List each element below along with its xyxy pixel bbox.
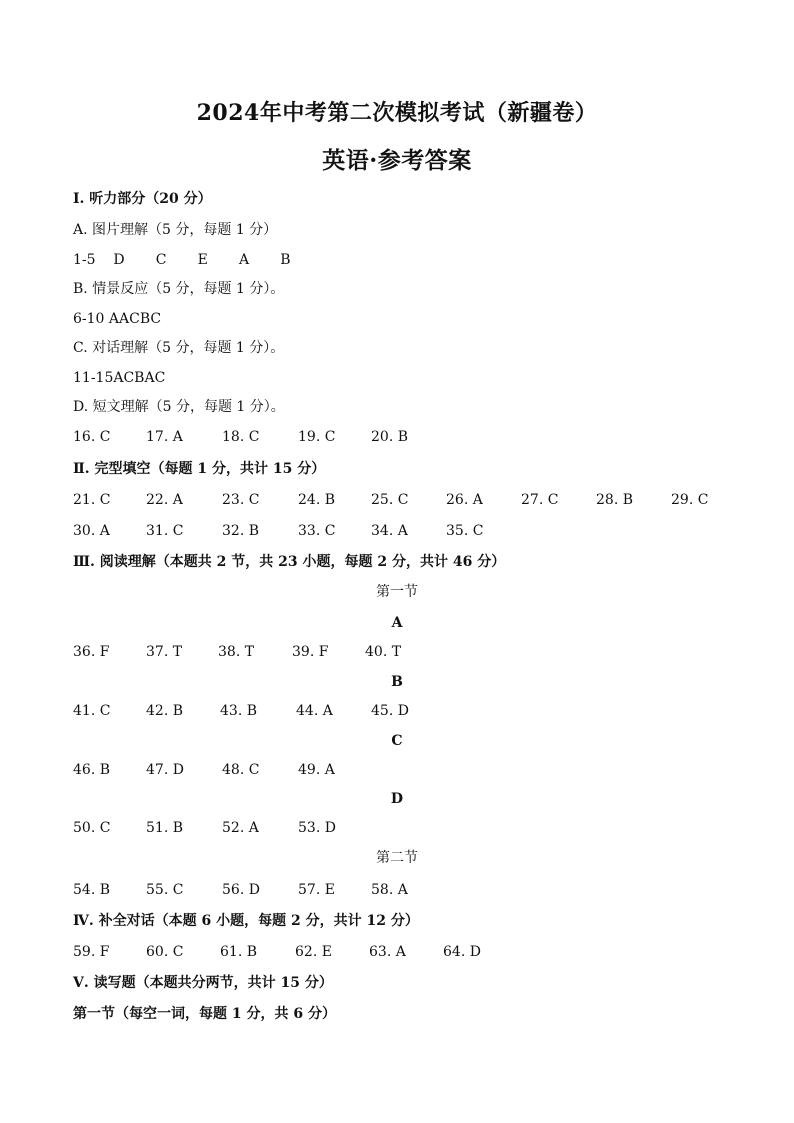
- answer: 63. A: [369, 944, 406, 960]
- section3-B-label: B: [391, 674, 403, 690]
- section3-D-label: D: [390, 791, 404, 807]
- answer: 28. B: [596, 492, 634, 508]
- answer: 51. B: [146, 820, 184, 836]
- answer: 41. C: [73, 703, 111, 719]
- answer: 22. A: [146, 492, 183, 508]
- answer: 31. C: [146, 523, 184, 539]
- page-subtitle: 英语·参考答案: [322, 147, 472, 174]
- section4-heading: Ⅳ. 补全对话（本题 6 小题，每题 2 分，共计 12 分）: [73, 913, 419, 929]
- section3-part2-heading: 第二节: [376, 850, 418, 866]
- answer: 38. T: [218, 644, 255, 660]
- answer: 25. C: [371, 492, 409, 508]
- answer: 24. B: [298, 492, 336, 508]
- answer: 33. C: [298, 523, 336, 539]
- answer: 50. C: [73, 820, 111, 836]
- answer: 30. A: [73, 523, 110, 539]
- answer: 16. C: [73, 429, 111, 445]
- section3-part1-heading: 第一节: [376, 584, 418, 600]
- answer: 39. F: [292, 644, 329, 660]
- answer: 35. C: [446, 523, 484, 539]
- answer: 29. C: [671, 492, 709, 508]
- section1-partD-label: D. 短文理解（5 分，每题 1 分）。: [73, 399, 285, 415]
- answer: 26. A: [446, 492, 483, 508]
- section5-heading: Ⅴ. 读写题（本题共分两节，共计 15 分）: [73, 975, 333, 991]
- answer: 55. C: [146, 882, 184, 898]
- answer: 56. D: [222, 882, 260, 898]
- answer: 40. T: [365, 644, 402, 660]
- answer: 43. B: [220, 703, 258, 719]
- answer: 19. C: [298, 429, 336, 445]
- answer: 42. B: [146, 703, 184, 719]
- section1-partB-answers: 6-10 AACBC: [73, 311, 162, 327]
- section1-partB-label: B. 情景反应（5 分，每题 1 分）。: [73, 281, 285, 297]
- answer: 45. D: [371, 703, 409, 719]
- answer: 62. E: [295, 944, 332, 960]
- answer: 20. B: [371, 429, 409, 445]
- answer: 57. E: [298, 882, 335, 898]
- answer: 60. C: [146, 944, 184, 960]
- answer: 37. T: [146, 644, 183, 660]
- section1-partA-label: A. 图片理解（5 分，每题 1 分）: [73, 222, 278, 238]
- answer: 36. F: [73, 644, 110, 660]
- answer: 21. C: [73, 492, 111, 508]
- section2-heading: Ⅱ. 完型填空（每题 1 分，共计 15 分）: [73, 461, 326, 477]
- answer: 27. C: [521, 492, 559, 508]
- section1-partC-label: C. 对话理解（5 分，每题 1 分）。: [73, 340, 285, 356]
- section3-C-label: C: [391, 733, 403, 749]
- answer: 59. F: [73, 944, 110, 960]
- section1-heading: Ⅰ. 听力部分（20 分）: [73, 191, 212, 207]
- answer: 18. C: [222, 429, 260, 445]
- answer: 46. B: [73, 762, 111, 778]
- page-title: 2024年中考第二次模拟考试（新疆卷）: [196, 100, 598, 126]
- answer: 44. A: [296, 703, 333, 719]
- answer: 49. A: [298, 762, 335, 778]
- answer: 61. B: [220, 944, 258, 960]
- answer: 47. D: [146, 762, 184, 778]
- answer: 17. A: [146, 429, 183, 445]
- answer: 54. B: [73, 882, 111, 898]
- section1-partA-answers: 1-5 D C E A B: [73, 252, 291, 268]
- section3-heading: Ⅲ. 阅读理解（本题共 2 节，共 23 小题，每题 2 分，共计 46 分）: [73, 554, 506, 570]
- answer: 23. C: [222, 492, 260, 508]
- answer: 52. A: [222, 820, 259, 836]
- section3-A-label: A: [391, 615, 403, 631]
- answer: 64. D: [443, 944, 481, 960]
- answer: 53. D: [298, 820, 336, 836]
- answer: 58. A: [371, 882, 408, 898]
- section1-partC-answers: 11-15ACBAC: [73, 370, 166, 386]
- answer: 48. C: [222, 762, 260, 778]
- section5-part1-heading: 第一节（每空一词，每题 1 分，共 6 分）: [73, 1006, 336, 1022]
- answer: 34. A: [371, 523, 408, 539]
- answer: 32. B: [222, 523, 260, 539]
